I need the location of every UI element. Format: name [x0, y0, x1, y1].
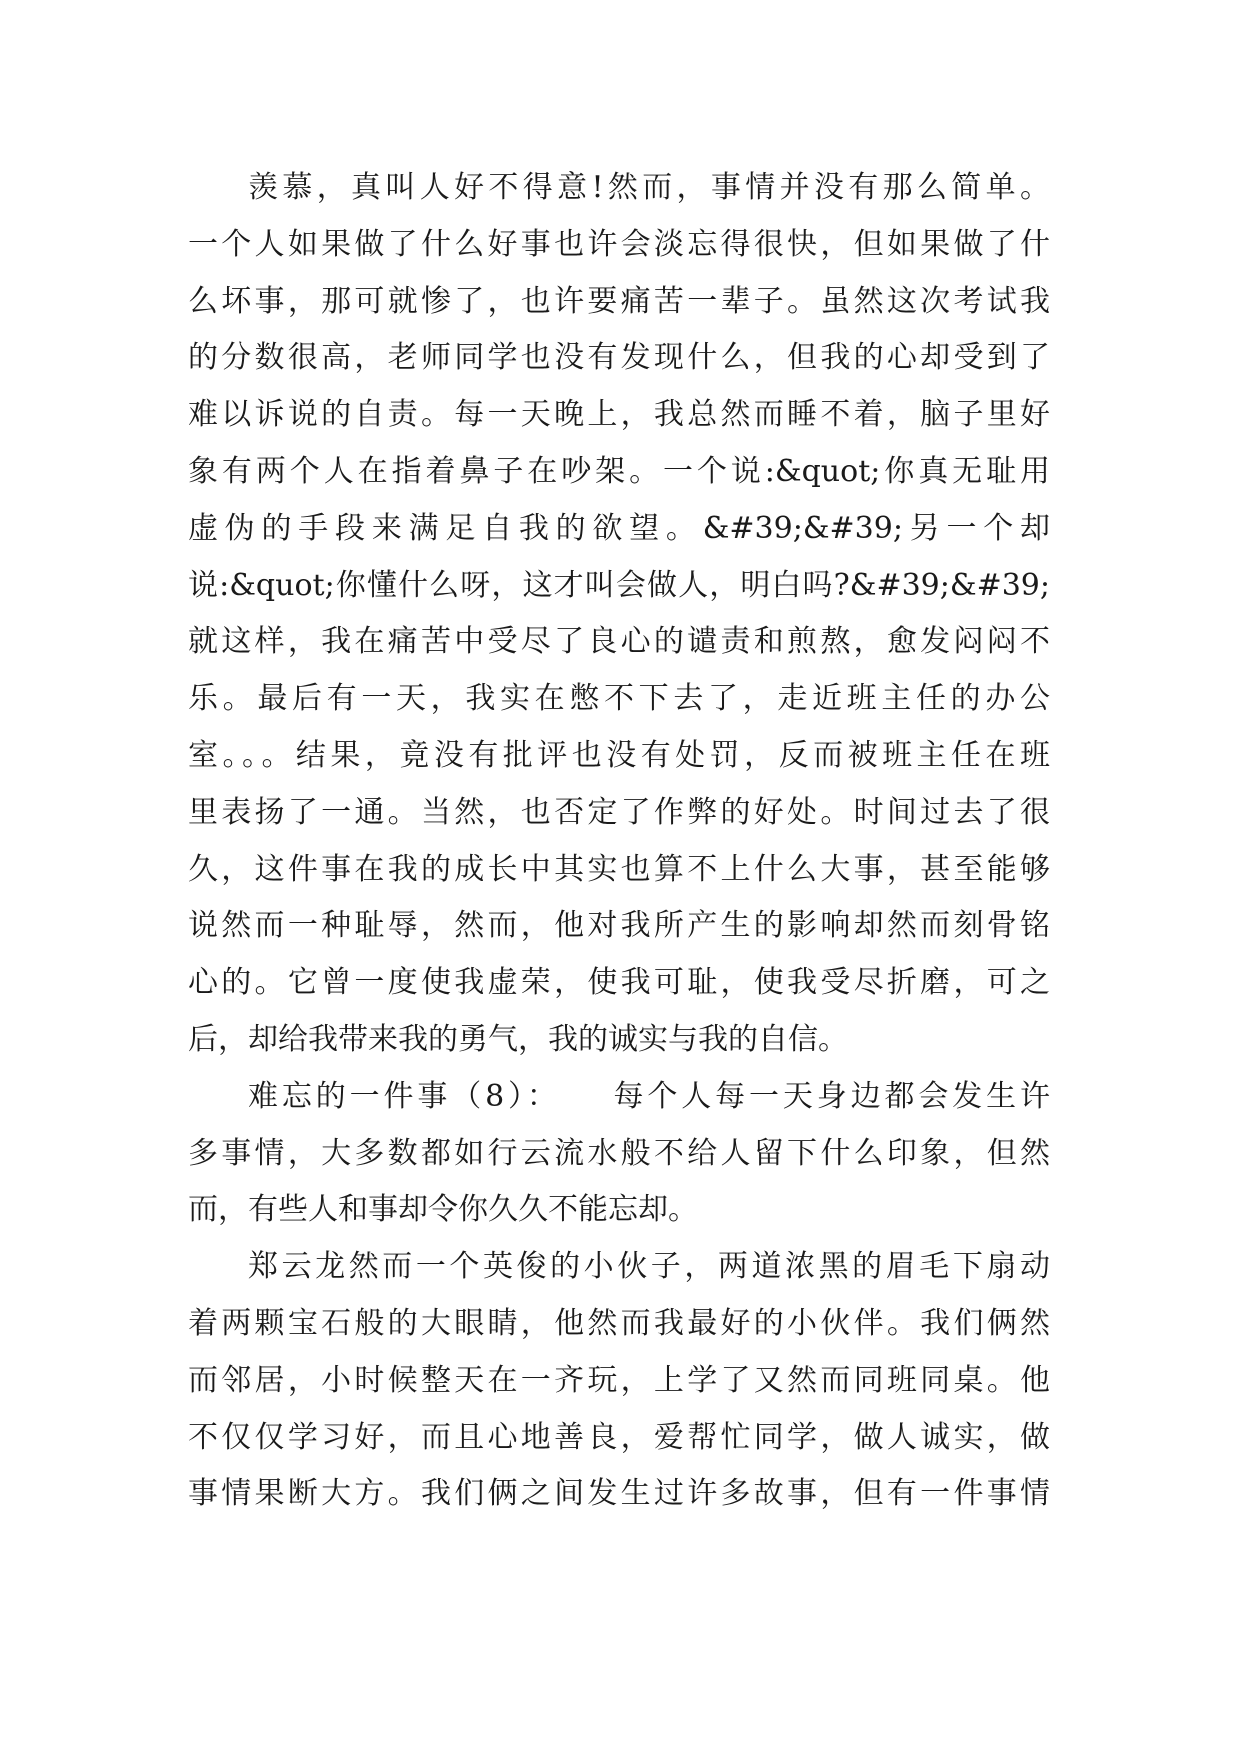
text-line: 里表扬了一通。当然，也否定了作弊的好处。时间过去了很	[188, 794, 1050, 830]
text-line: 虚伪的手段来满足自我的欲望。&#39;&#39;另一个却	[188, 510, 1050, 546]
text-line: 一个人如果做了什么好事也许会淡忘得很快，但如果做了什	[188, 226, 1050, 262]
text-line: 心的。它曾一度使我虚荣，使我可耻，使我受尽折磨，可之	[188, 965, 1050, 1001]
text-line: 的分数很高，老师同学也没有发现什么，但我的心却受到了	[188, 340, 1050, 376]
text-line: 说:&quot;你懂什么呀，这才叫会做人，明白吗?&#39;&#39;	[188, 567, 1050, 603]
text-line: 多事情，大多数都如行云流水般不给人留下什么印象，但然	[188, 1135, 1050, 1171]
text-line: 不仅仅学习好，而且心地善良，爱帮忙同学，做人诚实，做	[188, 1419, 1050, 1455]
text-line: 室。。。结果，竟没有批评也没有处罚，反而被班主任在班	[188, 737, 1050, 773]
text-line: 说然而一种耻辱，然而，他对我所产生的影响却然而刻骨铭	[188, 908, 1050, 944]
text-line: 就这样，我在痛苦中受尽了良心的谴责和煎熬，愈发闷闷不	[188, 624, 1050, 660]
text-line: 难忘的一件事（8）： 每个人每一天身边都会发生许	[248, 1078, 1050, 1114]
body-text	[188, 160, 1050, 1523]
text-line: 羡慕，真叫人好不得意!然而，事情并没有那么简单。	[248, 170, 1050, 205]
text-line: 难以诉说的自责。每一天晚上，我总然而睡不着，脑子里好	[188, 397, 1050, 433]
text-line: 象有两个人在指着鼻子在吵架。一个说:&quot;你真无耻用	[188, 453, 1050, 489]
text-line: 后，却给我带来我的勇气，我的诚实与我的自信。	[188, 1021, 848, 1057]
text-line: 久，这件事在我的成长中其实也算不上什么大事，甚至能够	[188, 851, 1050, 887]
text-line: 而，有些人和事却令你久久不能忘却。	[188, 1192, 698, 1228]
text-line: 而邻居，小时候整天在一齐玩，上学了又然而同班同桌。他	[188, 1362, 1050, 1398]
text-line: 么坏事，那可就惨了，也许要痛苦一辈子。虽然这次考试我	[188, 283, 1050, 319]
text-line: 着两颗宝石般的大眼睛，他然而我最好的小伙伴。我们俩然	[188, 1305, 1050, 1341]
text-line: 事情果断大方。我们俩之间发生过许多故事，但有一件事情	[188, 1476, 1050, 1512]
text-line: 乐。最后有一天，我实在憋不下去了，走近班主任的办公	[188, 681, 1050, 717]
text-line: 郑云龙然而一个英俊的小伙子，两道浓黑的眉毛下扇动	[248, 1249, 1050, 1285]
